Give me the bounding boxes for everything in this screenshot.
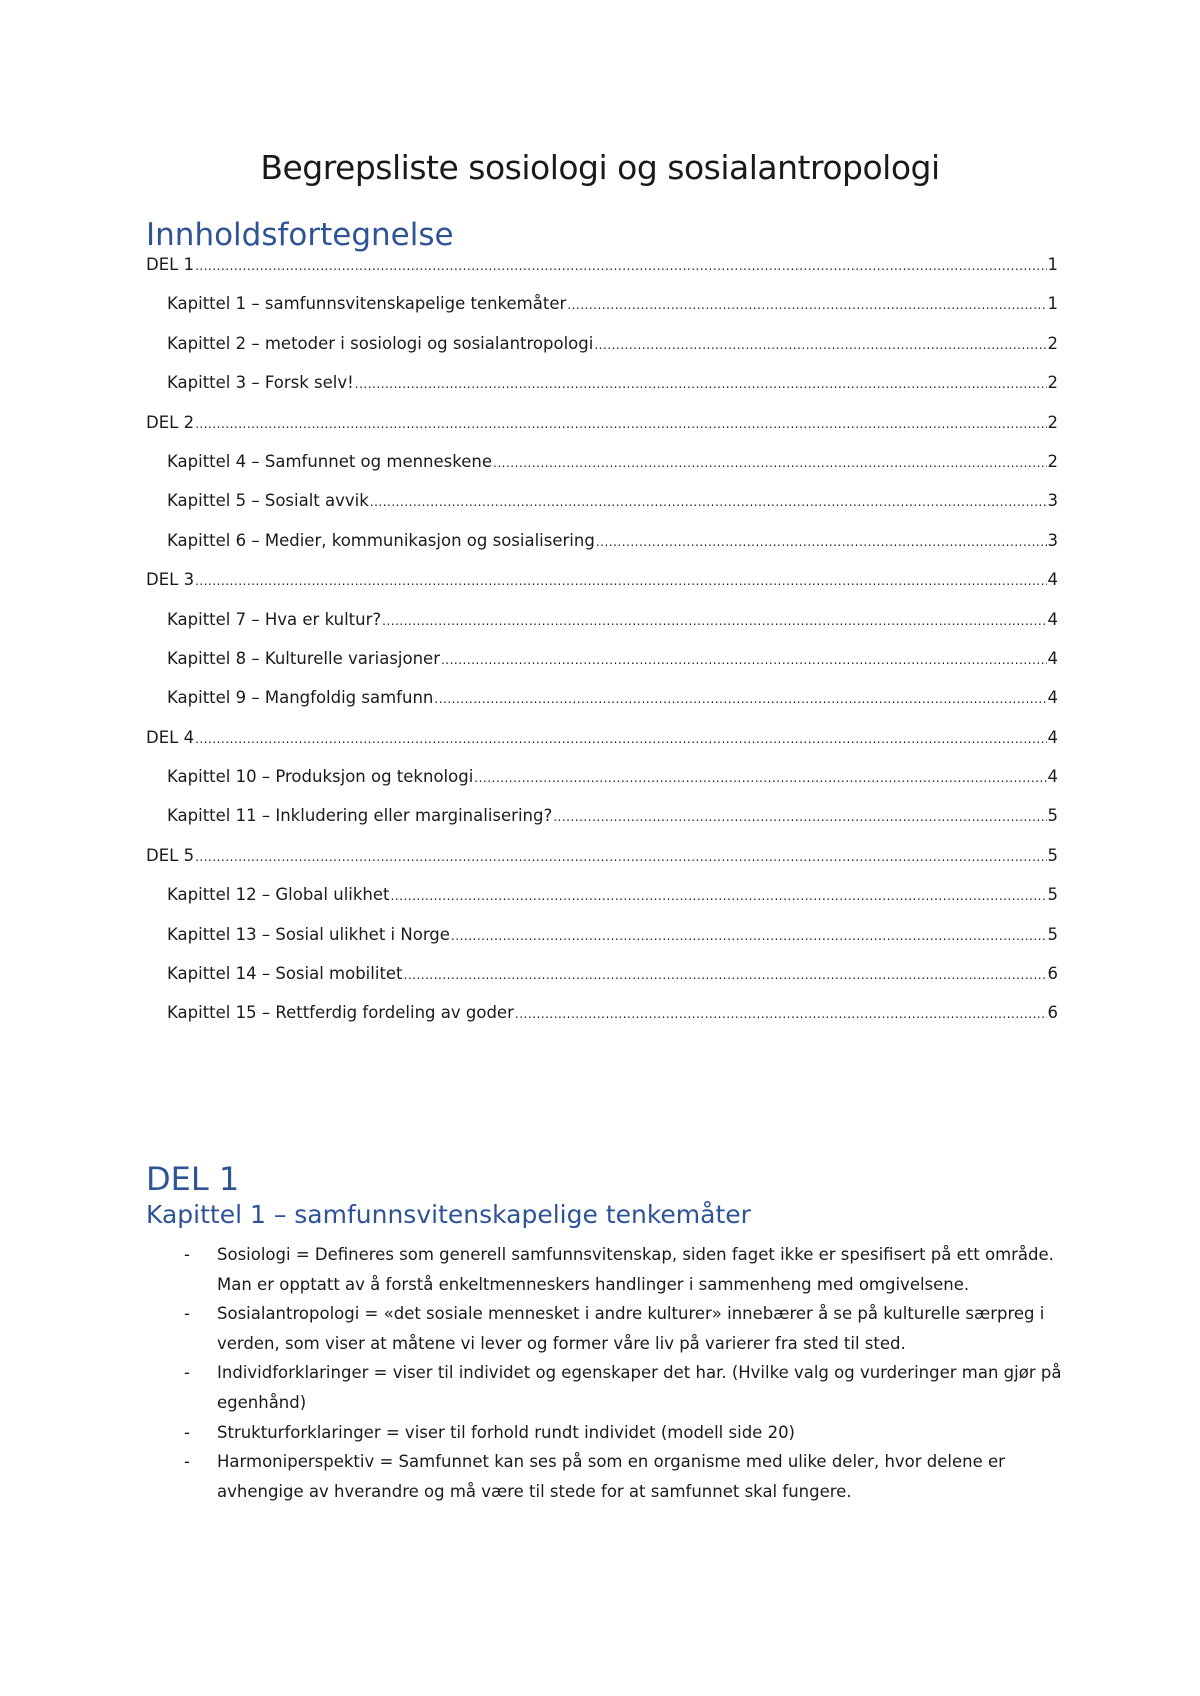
toc-entry-text: Kapittel 9 – Mangfoldig samfunn: [167, 688, 434, 708]
toc-dot-leader: [404, 968, 1047, 982]
toc-entry-kapittel-7[interactable]: [146, 610, 1058, 649]
toc-entry-kapittel-4[interactable]: [146, 452, 1058, 491]
bullet-dash: -: [184, 1452, 190, 1472]
toc-page-number: 3: [1047, 491, 1058, 511]
toc-entry-text: Kapittel 13 – Sosial ulikhet i Norge: [167, 924, 450, 944]
list-item: [146, 1447, 1066, 1506]
toc-page-number: 6: [1047, 964, 1058, 984]
concept-list: [146, 1240, 1066, 1506]
toc-entry-text: Kapittel 6 – Medier, kommunikasjon og sosialisering: [167, 530, 595, 550]
list-item: [146, 1299, 1066, 1358]
toc-dot-leader: [594, 338, 1046, 352]
toc-entry-text: Kapittel 7 – Hva er kultur?: [167, 609, 382, 629]
part-heading: DEL 1: [146, 1160, 240, 1198]
toc-entry-kapittel-9[interactable]: [146, 688, 1058, 727]
toc-entry-del-2[interactable]: [146, 413, 1058, 452]
toc-entry-kapittel-5[interactable]: [146, 491, 1058, 530]
toc-entry-del-3[interactable]: [146, 570, 1058, 609]
toc-page-number: 6: [1047, 1003, 1058, 1023]
toc-dot-leader: [195, 417, 1046, 431]
toc-entry-text: Kapittel 14 – Sosial mobilitet: [167, 964, 403, 984]
toc-dot-leader: [474, 771, 1046, 785]
toc-entry-del-1[interactable]: [146, 255, 1058, 294]
toc-dot-leader: [195, 574, 1046, 588]
toc-dot-leader: [434, 692, 1046, 706]
toc-dot-leader: [441, 653, 1047, 667]
table-of-contents: [146, 255, 1058, 1043]
toc-entry-kapittel-8[interactable]: [146, 649, 1058, 688]
toc-dot-leader: [391, 889, 1047, 903]
toc-page-number: 4: [1047, 609, 1058, 629]
bullet-dash: -: [184, 1363, 190, 1383]
toc-entry-kapittel-11[interactable]: [146, 806, 1058, 845]
list-item: [146, 1358, 1066, 1417]
toc-page-number: 4: [1047, 570, 1058, 590]
toc-dot-leader: [553, 810, 1046, 824]
toc-dot-leader: [451, 929, 1047, 943]
toc-entry-text: Kapittel 1 – samfunnsvitenskapelige tenkemåter: [167, 294, 567, 314]
toc-page-number: 2: [1047, 412, 1058, 432]
toc-entry-kapittel-10[interactable]: [146, 767, 1058, 806]
toc-dot-leader: [596, 535, 1047, 549]
toc-dot-leader: [195, 850, 1046, 864]
toc-entry-text: DEL 5: [146, 845, 195, 865]
list-item-text: Sosiologi = Defineres som generell samfunnsvitenskap, siden faget ikke er spesifisert på ett område. Man er opptatt av å forstå enkeltmenneskers handlinger i sammenheng med omgivelsene.: [217, 1245, 1054, 1294]
toc-entry-text: DEL 4: [146, 727, 195, 747]
toc-page-number: 5: [1047, 885, 1058, 905]
document-title: Begrepsliste sosiologi og sosialantropologi: [260, 148, 940, 187]
toc-entry-text: DEL 1: [146, 255, 195, 274]
toc-entry-text: Kapittel 3 – Forsk selv!: [167, 373, 354, 393]
toc-page-number: 1: [1047, 294, 1058, 314]
toc-dot-leader: [355, 377, 1047, 391]
toc-entry-del-5[interactable]: [146, 846, 1058, 885]
toc-entry-text: Kapittel 5 – Sosialt avvik: [167, 491, 369, 511]
toc-dot-leader: [567, 298, 1046, 312]
toc-entry-text: Kapittel 15 – Rettferdig fordeling av goder: [167, 1003, 514, 1023]
toc-entry-kapittel-1[interactable]: [146, 294, 1058, 333]
toc-entry-text: Kapittel 10 – Produksjon og teknologi: [167, 767, 474, 787]
toc-page-number: 5: [1047, 845, 1058, 865]
toc-entry-del-4[interactable]: [146, 728, 1058, 767]
toc-dot-leader: [515, 1007, 1047, 1021]
toc-page-number: 3: [1047, 530, 1058, 550]
list-item: [146, 1240, 1066, 1299]
toc-entry-kapittel-13[interactable]: [146, 925, 1058, 964]
toc-entry-kapittel-12[interactable]: [146, 885, 1058, 924]
toc-page-number: 2: [1047, 373, 1058, 393]
toc-page-number: 5: [1047, 806, 1058, 826]
toc-page-number: 1: [1047, 255, 1058, 274]
toc-page-number: 4: [1047, 767, 1058, 787]
list-item-text: Sosialantropologi = «det sosiale mennesket i andre kulturer» innebærer å se på kulturelle særpreg i verden, som viser at måtene vi lever og former våre liv på varierer fra sted til sted.: [217, 1304, 1045, 1353]
bullet-dash: -: [184, 1422, 190, 1442]
toc-dot-leader: [370, 495, 1047, 509]
bullet-dash: -: [184, 1304, 190, 1324]
toc-page-number: 4: [1047, 688, 1058, 708]
toc-entry-kapittel-6[interactable]: [146, 531, 1058, 570]
toc-dot-leader: [195, 259, 1046, 273]
bullet-dash: -: [184, 1245, 190, 1264]
list-item: [146, 1418, 1066, 1448]
toc-entry-text: DEL 2: [146, 412, 195, 432]
toc-entry-kapittel-3[interactable]: [146, 373, 1058, 412]
list-item-text: Harmoniperspektiv = Samfunnet kan ses på som en organisme med ulike deler, hvor delene er avhengige av hverandre og må være til stede for at samfunnet skal fungere.: [217, 1452, 1005, 1501]
toc-page-number: 4: [1047, 648, 1058, 668]
toc-entry-kapittel-14[interactable]: [146, 964, 1058, 1003]
toc-entry-kapittel-15[interactable]: [146, 1003, 1058, 1042]
toc-entry-text: DEL 3: [146, 570, 195, 590]
list-item-text: Individforklaringer = viser til individet og egenskaper det har. (Hvilke valg og vurderinger man gjør på egenhånd): [217, 1363, 1062, 1412]
toc-entry-text: Kapittel 11 – Inkludering eller marginalisering?: [167, 806, 553, 826]
list-item-text: Strukturforklaringer = viser til forhold rundt individet (modell side 20): [217, 1422, 795, 1442]
toc-dot-leader: [382, 614, 1046, 628]
toc-page-number: 2: [1047, 451, 1058, 471]
toc-entry-text: Kapittel 12 – Global ulikhet: [167, 885, 390, 905]
toc-entry-text: Kapittel 4 – Samfunnet og menneskene: [167, 451, 492, 471]
toc-dot-leader: [493, 456, 1047, 470]
toc-heading: Innholdsfortegnelse: [146, 217, 454, 253]
toc-page-number: 5: [1047, 924, 1058, 944]
toc-dot-leader: [195, 732, 1046, 746]
chapter-heading: Kapittel 1 – samfunnsvitenskapelige tenkemåter: [146, 1200, 751, 1229]
toc-entry-text: Kapittel 8 – Kulturelle variasjoner: [167, 648, 440, 668]
toc-entry-text: Kapittel 2 – metoder i sosiologi og sosialantropologi: [167, 333, 594, 353]
toc-page-number: 4: [1047, 727, 1058, 747]
toc-page-number: 2: [1047, 333, 1058, 353]
toc-entry-kapittel-2[interactable]: [146, 334, 1058, 373]
